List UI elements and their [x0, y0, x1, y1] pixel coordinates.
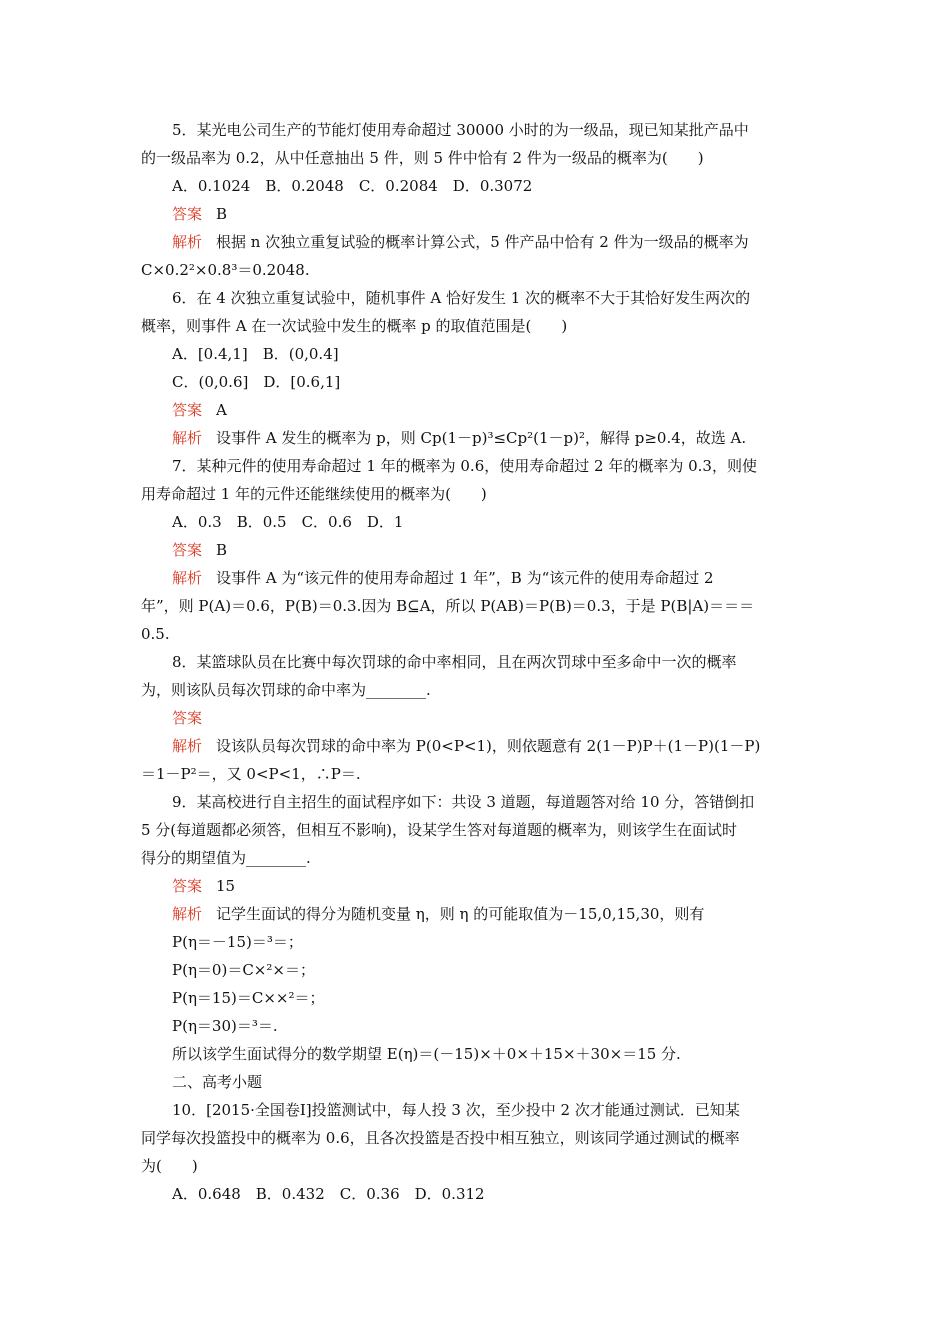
answer-label: 答案 — [172, 877, 203, 895]
question-9-line: 得分的期望值为________. — [141, 849, 311, 867]
question-9-analysis — [172, 904, 704, 924]
analysis-label: 解析 — [172, 429, 203, 447]
question-8-analysis: ＝1－P²＝，又 0<P<1，∴P＝. — [141, 765, 361, 783]
question-9-line: 5 分(每道题都必须答，但相互不影响)，设某学生答对每道题的概率为，则该学生在面试时 — [141, 821, 738, 839]
question-10-options: A．0.648 B．0.432 C．0.36 D．0.312 — [172, 1185, 485, 1203]
answer-label: 答案 — [172, 205, 203, 223]
question-8-analysis — [172, 736, 760, 756]
question-9-analysis: P(η＝15)＝C××²＝； — [172, 989, 325, 1007]
question-5-line: 的一级品率为 0.2，从中任意抽出 5 件，则 5 件中恰有 2 件为一级品的概率为( ) — [141, 149, 704, 167]
question-9-line: 9．某高校进行自主招生的面试程序如下：共设 3 道题，每道题答对给 10 分，答错倒扣 — [172, 793, 755, 811]
question-9-analysis: P(η＝0)＝C×²×＝； — [172, 961, 315, 979]
analysis-label: 解析 — [172, 233, 203, 251]
question-5-answer — [172, 204, 227, 224]
question-7-answer — [172, 540, 227, 560]
question-9-analysis: P(η＝－15)＝³＝； — [172, 933, 303, 951]
question-10-line: 为( ) — [141, 1157, 198, 1175]
question-10-line: 10．[2015·全国卷Ⅰ]投篮测试中，每人投 3 次，至少投中 2 次才能通过测试．已知某 — [172, 1101, 740, 1119]
question-6-options: C．(0,0.6] D．[0.6,1] — [172, 373, 341, 391]
answer-label: 答案 — [172, 709, 203, 727]
question-6-analysis — [172, 428, 746, 448]
section-header: 二、高考小题 — [172, 1073, 263, 1091]
question-5-options: A．0.1024 B．0.2048 C．0.2084 D．0.3072 — [172, 177, 533, 195]
question-9-analysis: 所以该学生面试得分的数学期望 E(η)＝(－15)×＋0×＋15×＋30×＝15 分. — [172, 1045, 681, 1063]
analysis-text: 设该队员每次罚球的命中率为 P(0<P<1)，则依题意有 2(1－P)P＋(1－P)(1－P) — [216, 737, 761, 755]
answer-label: 答案 — [172, 541, 203, 559]
analysis-label: 解析 — [172, 905, 203, 923]
question-7-line: 用寿命超过 1 年的元件还能继续使用的概率为( ) — [141, 485, 487, 503]
answer-label: 答案 — [172, 401, 203, 419]
question-10-line: 同学每次投篮投中的概率为 0.6，且各次投篮是否投中相互独立，则该同学通过测试的概率 — [141, 1129, 740, 1147]
analysis-label: 解析 — [172, 569, 203, 587]
analysis-text: 设事件 A 为“该元件的使用寿命超过 1 年”，B 为“该元件的使用寿命超过 2 — [216, 569, 714, 587]
question-7-analysis: 0.5. — [141, 625, 170, 643]
answer-value: B — [216, 541, 228, 559]
analysis-label: 解析 — [172, 737, 203, 755]
analysis-text: 记学生面试的得分为随机变量 η，则 η 的可能取值为－15,0,15,30，则有 — [216, 905, 705, 923]
answer-value: B — [216, 205, 228, 223]
question-5-line: 5．某光电公司生产的节能灯使用寿命超过 30000 小时的为一级品，现已知某批产品中 — [172, 121, 749, 139]
question-7-options: A．0.3 B．0.5 C．0.6 D．1 — [172, 513, 404, 531]
question-7-analysis: 年”，则 P(A)＝0.6，P(B)＝0.3.因为 B⊆A，所以 P(AB)＝P(B)＝0.3，于是 P(B|A)＝＝＝ — [141, 597, 755, 615]
analysis-text: 根据 n 次独立重复试验的概率计算公式，5 件产品中恰有 2 件为一级品的概率为 — [216, 233, 749, 251]
question-6-line: 6．在 4 次独立重复试验中，随机事件 A 恰好发生 1 次的概率不大于其恰好发生两次的 — [172, 289, 751, 307]
question-8-answer — [172, 708, 216, 728]
question-9-answer — [172, 876, 235, 896]
question-8-line: 8．某篮球队员在比赛中每次罚球的命中率相同，且在两次罚球中至多命中一次的概率 — [172, 653, 737, 671]
answer-value: 15 — [216, 877, 236, 895]
analysis-text: 设事件 A 发生的概率为 p，则 Cp(1－p)³≤Cp²(1－p)²，解得 p≥0.4，故选 A. — [216, 429, 747, 447]
question-6-answer — [172, 400, 227, 420]
question-5-analysis — [172, 232, 749, 252]
answer-value: A — [216, 401, 227, 419]
question-8-line: 为，则该队员每次罚球的命中率为________. — [141, 681, 431, 699]
question-5-analysis: C×0.2²×0.8³＝0.2048. — [141, 261, 310, 279]
question-6-options: A．[0.4,1] B．(0,0.4] — [172, 345, 339, 363]
question-7-line: 7．某种元件的使用寿命超过 1 年的概率为 0.6，使用寿命超过 2 年的概率为 0.3，则使 — [172, 457, 757, 475]
question-6-line: 概率，则事件 A 在一次试验中发生的概率 p 的取值范围是( ) — [141, 317, 568, 335]
question-9-analysis: P(η＝30)＝³＝. — [172, 1017, 278, 1035]
question-7-analysis — [172, 568, 714, 588]
